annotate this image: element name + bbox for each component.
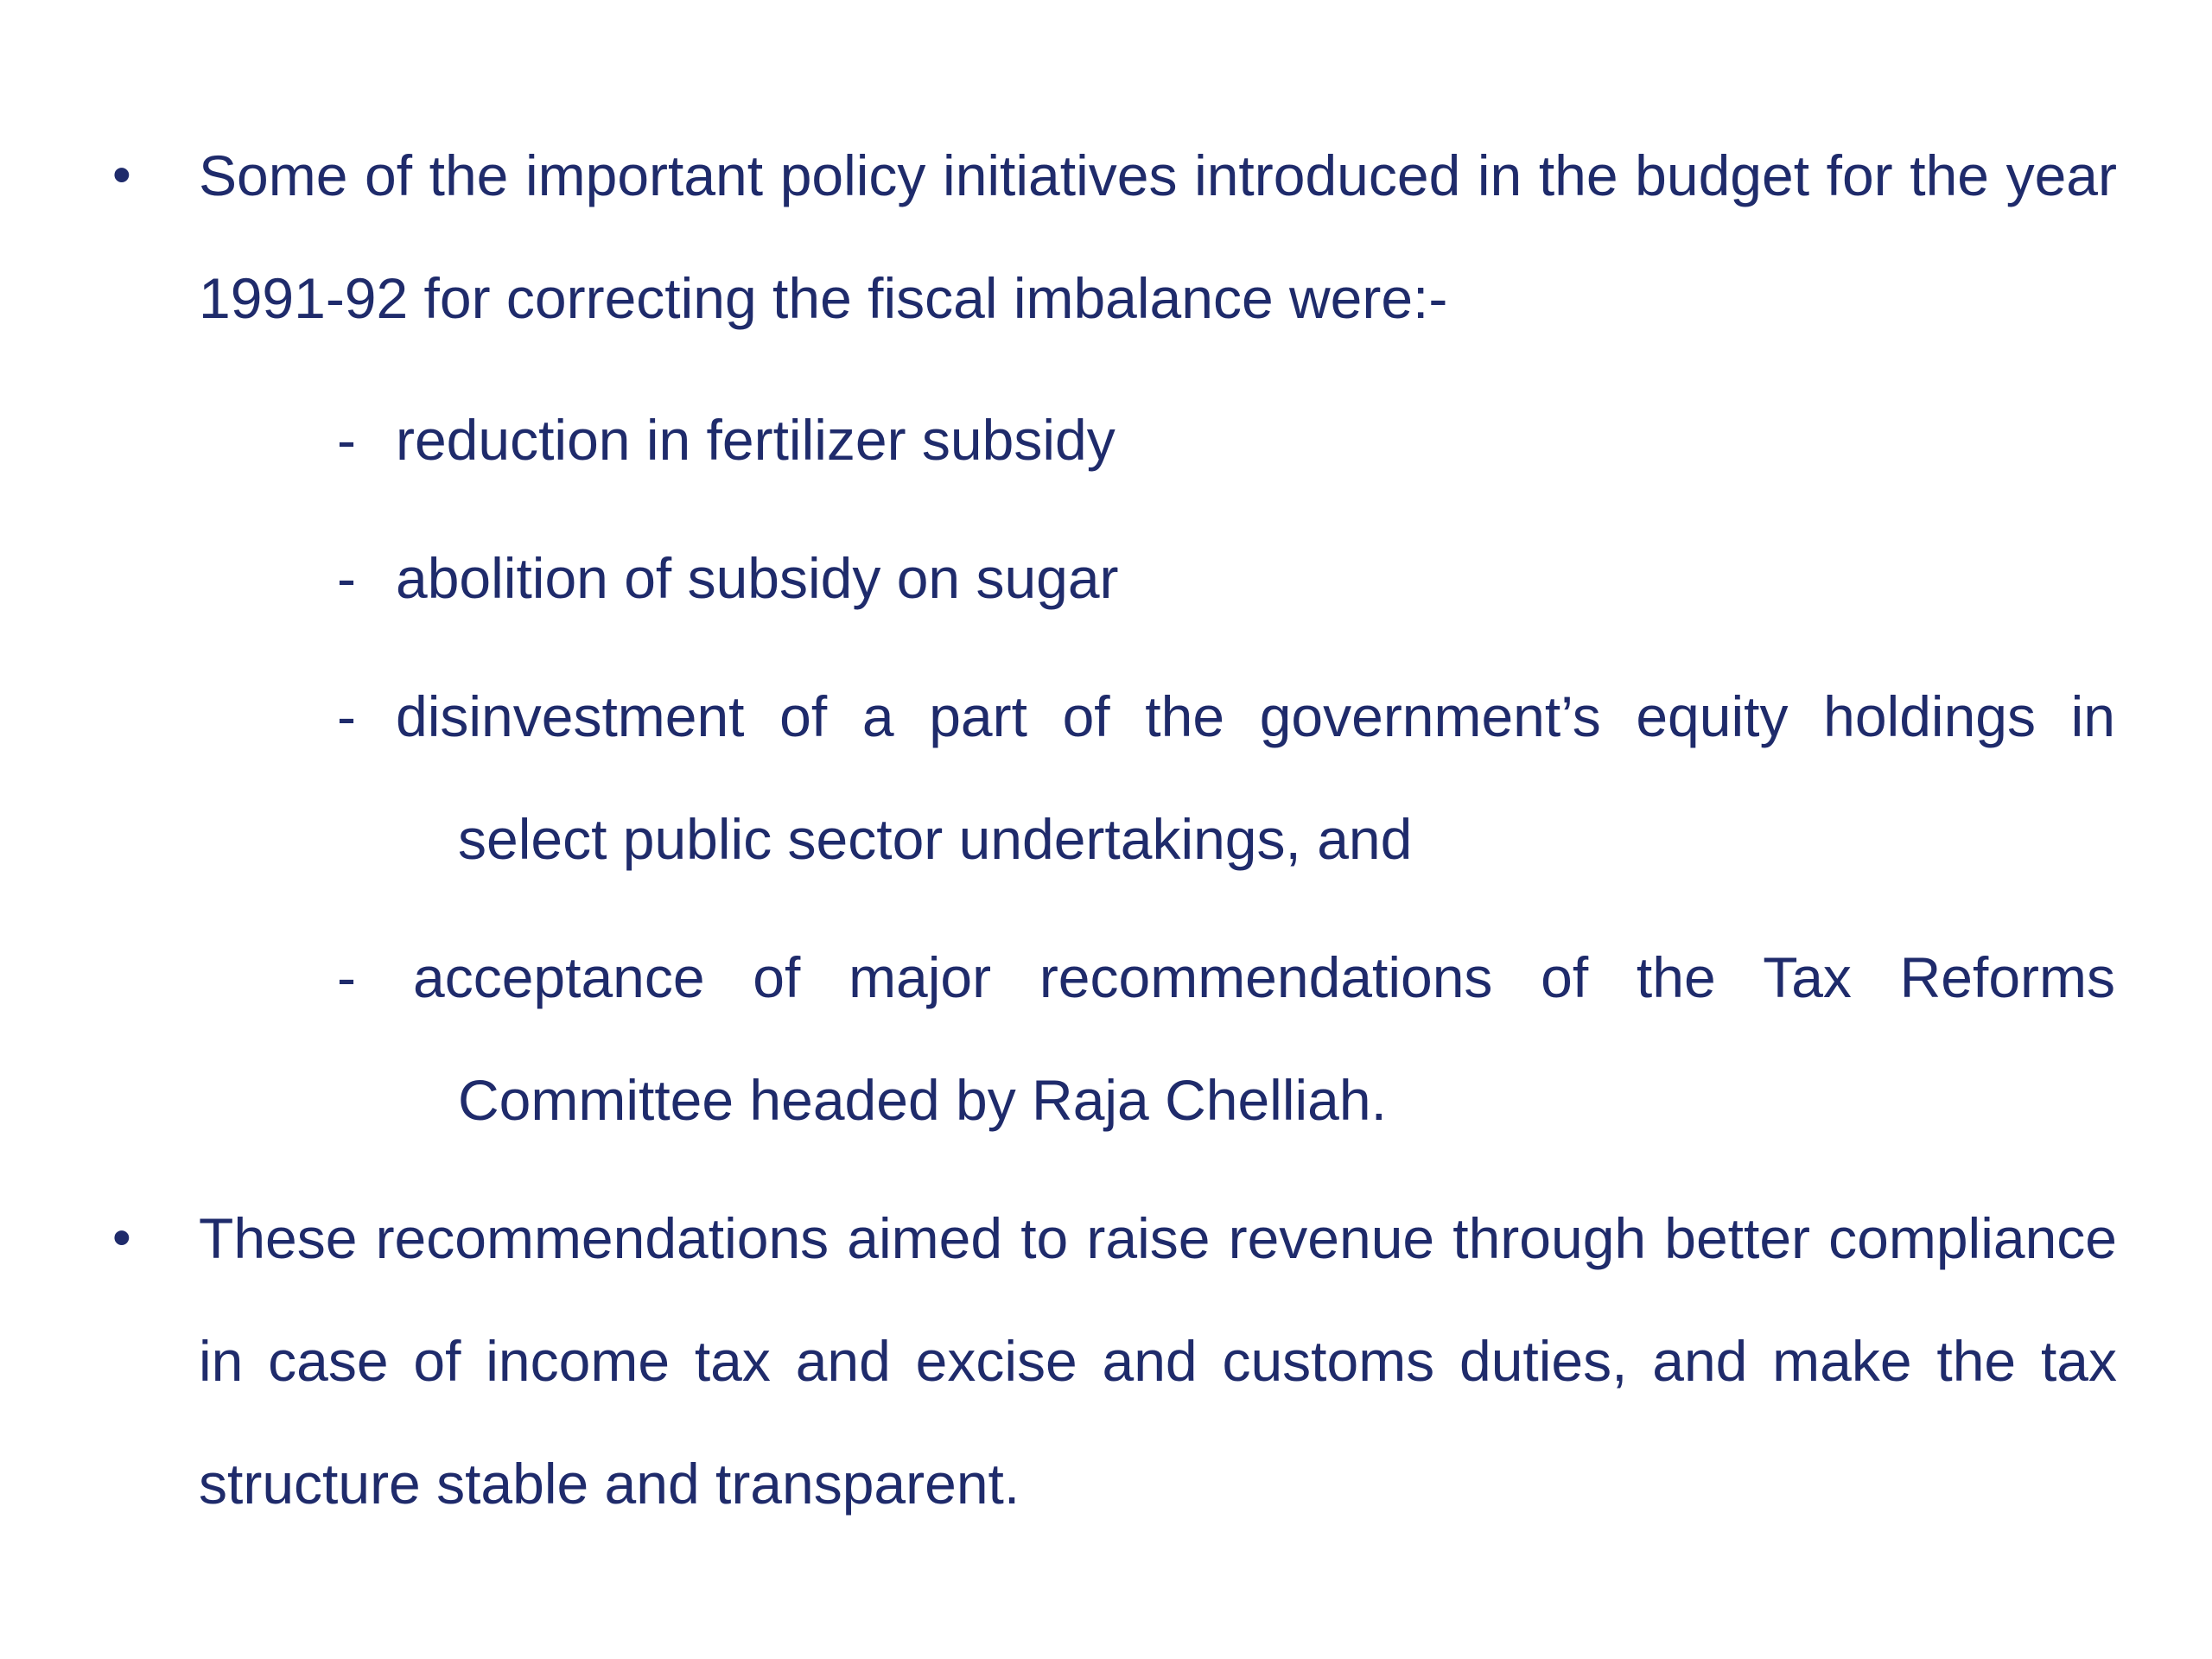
dash-icon: - xyxy=(337,546,356,610)
bullet-item-1 xyxy=(112,114,2126,359)
sub-item-text-4-line-1: acceptance of major recommendations of the Tax Reforms xyxy=(413,945,2115,1009)
bullet-icon: • xyxy=(112,1208,131,1268)
sub-item-1 xyxy=(337,378,2126,501)
sub-item-text-4-line-2: Committee headed by Raja Chelliah. xyxy=(458,1068,1387,1132)
sub-item-text-4 xyxy=(396,916,2115,1161)
sub-item-text-1: reduction in fertilizer subsidy xyxy=(396,408,1116,472)
sub-item-text-2: abolition of subsidy on sugar xyxy=(396,546,1119,610)
bullet-icon: • xyxy=(112,145,131,205)
dash-icon: - xyxy=(337,945,356,1009)
dash-icon: - xyxy=(337,684,356,748)
sub-item-4 xyxy=(337,916,2126,1161)
bullet-text-2: These recommendations aimed to raise revenue through better compliance in case of income tax and excise and customs duties, and make the tax structure stable and transparent. xyxy=(199,1206,2117,1516)
sub-item-text-3-line-1: disinvestment of a part of the government’s equity holdings in xyxy=(396,684,2115,748)
sub-item-3 xyxy=(337,655,2126,900)
sub-item-2 xyxy=(337,517,2126,639)
sub-item-text-3-line-2: select public sector undertakings, and xyxy=(458,807,1413,871)
sub-item-text-3 xyxy=(396,655,2115,900)
dash-icon: - xyxy=(337,408,356,472)
bullet-text-1: Some of the important policy initiatives introduced in the budget for the year 1991-92 for correcting the fiscal imbalance were:- xyxy=(199,143,2117,330)
bullet-item-2 xyxy=(112,1177,2126,1545)
